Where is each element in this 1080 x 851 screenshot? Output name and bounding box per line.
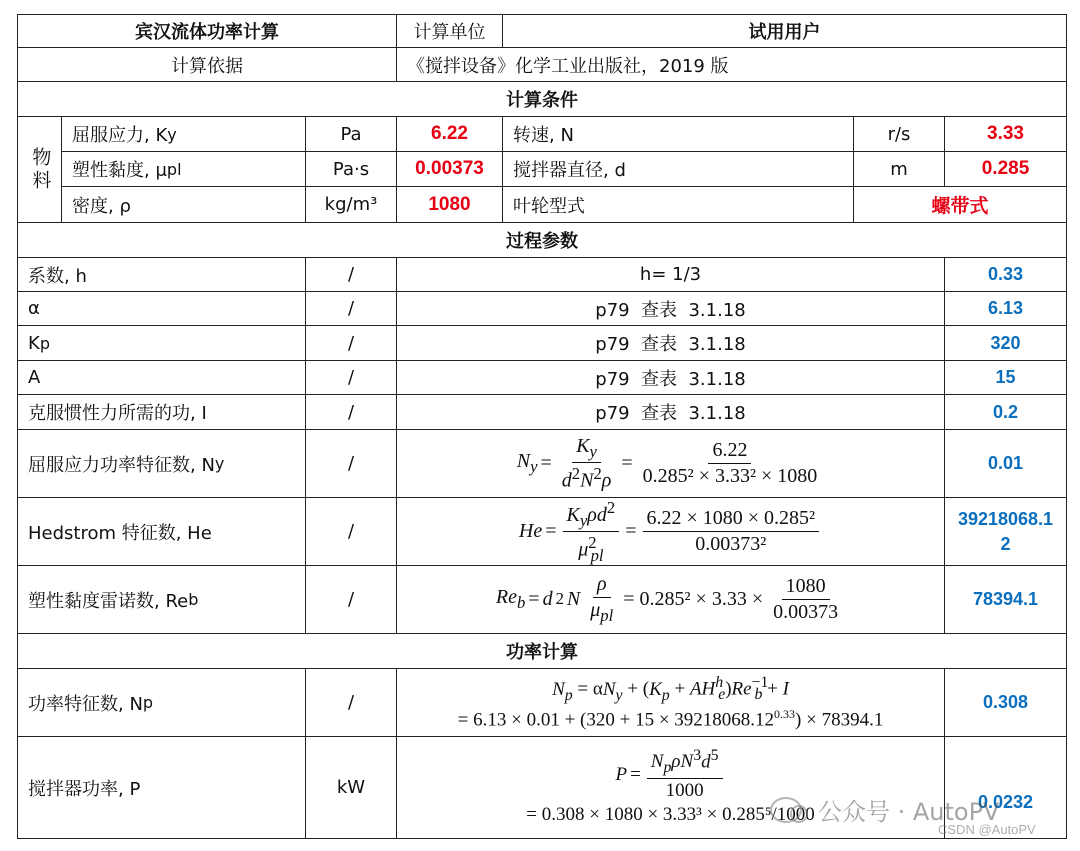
proc-a-value: 15 [944, 360, 1067, 395]
proc-re-name: 塑性黏度雷诺数, Re b [17, 565, 306, 634]
proc-h-unit: / [305, 257, 397, 292]
cond-yield-stress-value: 6.22 [396, 116, 503, 152]
proc-kp-name: K p [17, 325, 306, 361]
cond-speed-name: 转速, N [502, 116, 854, 152]
wechat-icon [770, 797, 802, 823]
section-conditions: 计算条件 [17, 81, 1067, 117]
proc-he-unit: / [305, 497, 397, 566]
basis-label: 计算依据 [17, 47, 397, 82]
cond-plastic-viscosity-value: 0.00373 [396, 151, 503, 187]
unit-label: 计算单位 [396, 14, 503, 48]
cond-density-value: 1080 [396, 186, 503, 223]
proc-h-basis: h= 1/3 [396, 257, 945, 292]
proc-re-value: 78394.1 [944, 565, 1067, 634]
section-process: 过程参数 [17, 222, 1067, 258]
material-label [17, 116, 62, 223]
material-label-text: 物料 [29, 146, 52, 193]
power-p-name: 搅拌器功率, P [17, 736, 306, 839]
proc-ny-name: 屈服应力功率特征数, N y [17, 429, 306, 498]
cond-speed-unit: r/s [853, 116, 945, 152]
proc-kp-value: 320 [944, 325, 1067, 361]
proc-alpha-basis: p79 查表 3.1.18 [396, 291, 945, 326]
cond-plastic-viscosity-unit: Pa·s [305, 151, 397, 187]
sheet-title: 宾汉流体功率计算 [17, 14, 397, 48]
proc-re-unit: / [305, 565, 397, 634]
proc-i-name: 克服惯性力所需的功, I [17, 394, 306, 430]
cond-speed-value: 3.33 [944, 116, 1067, 152]
cond-impeller-type-name: 叶轮型式 [502, 186, 854, 223]
proc-alpha-unit: / [305, 291, 397, 326]
proc-ny-formula: $N_y$ = $\frac{K_y}{d^2N^2\rho}$ = $\frac{6.22}{\text{0.285² × 3.33² × 1080}}$ [396, 429, 945, 498]
proc-i-unit: / [305, 394, 397, 430]
power-np-formula: $N_p = \alpha N_y + (K_p + AH^h_e)Re^{-1}_b + I$ = $6.13 \times 0.01 + (320 + 15 \times 39218068.12^{0.33}) \times 78394.1$ [396, 668, 945, 737]
power-p-unit: kW [305, 736, 397, 839]
proc-kp-basis: p79 查表 3.1.18 [396, 325, 945, 361]
proc-i-value: 0.2 [944, 394, 1067, 430]
cond-diameter-name: 搅拌器直径, d [502, 151, 854, 187]
basis-value: 《搅拌设备》化学工业出版社，2019 版 [396, 47, 1067, 82]
watermark-csdn: CSDN @AutoPV [938, 822, 1036, 837]
power-np-value: 0.308 [944, 668, 1067, 737]
proc-h-name: 系数, h [17, 257, 306, 292]
cond-plastic-viscosity-name: 塑性黏度, μ pl [61, 151, 306, 187]
cond-diameter-unit: m [853, 151, 945, 187]
proc-alpha-value: 6.13 [944, 291, 1067, 326]
proc-a-unit: / [305, 360, 397, 395]
calculation-sheet [17, 14, 1067, 839]
power-np-name: 功率特征数, N p [17, 668, 306, 737]
proc-he-value: 39218068.1 2 [944, 497, 1067, 566]
proc-ny-value: 0.01 [944, 429, 1067, 498]
cond-impeller-type-value: 螺带式 [853, 186, 1067, 223]
proc-a-name: A [17, 360, 306, 395]
section-power: 功率计算 [17, 633, 1067, 669]
proc-re-formula: $Re_b$ = d 2 N $\frac{\rho}{\mu_{pl}}$ = 0.285² × 3.33 × $\frac{1080}{0.00373}$ [396, 565, 945, 634]
power-p-value: 0.0232 [944, 736, 1067, 839]
power-p-formula: P = $\frac{N_p\rho N^3d^5}{1000}$ = 0.308 × 1080 × 3.33³ × 0.285⁵/1000 [396, 736, 945, 839]
cond-density-name: 密度, ρ [61, 186, 306, 223]
proc-he-name: Hedstrom 特征数, He [17, 497, 306, 566]
proc-a-basis: p79 查表 3.1.18 [396, 360, 945, 395]
proc-kp-unit: / [305, 325, 397, 361]
power-np-unit: / [305, 668, 397, 737]
cond-yield-stress-name: 屈服应力, K y [61, 116, 306, 152]
proc-i-basis: p79 查表 3.1.18 [396, 394, 945, 430]
cond-density-unit: kg/m³ [305, 186, 397, 223]
cond-yield-stress-unit: Pa [305, 116, 397, 152]
watermark-text: 公众号 · AutoPV [818, 798, 1000, 826]
proc-h-value: 0.33 [944, 257, 1067, 292]
proc-alpha-name: α [17, 291, 306, 326]
user-name: 试用用户 [502, 14, 1067, 48]
cond-diameter-value: 0.285 [944, 151, 1067, 187]
proc-he-formula: He = $\frac{K_y\rho d^2}{\mu^2_{pl}}$ = $\frac{\text{6.22 × 1080 × 0.285²}}{\text{0.00373²}}$ [396, 497, 945, 566]
proc-ny-unit: / [305, 429, 397, 498]
